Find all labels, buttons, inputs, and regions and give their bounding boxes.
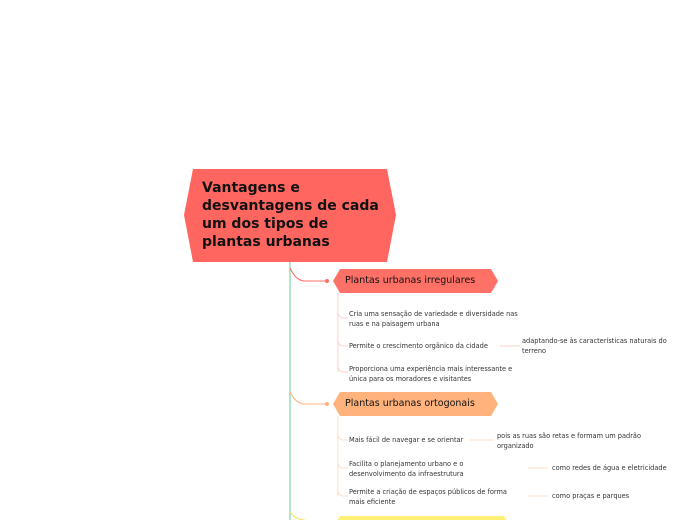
leaf-item[interactable]: Mais fácil de navegar e se orientar — [349, 436, 464, 444]
leaf-item[interactable]: Facilita o planejamento urbano e o desenvolvimento da infraestrutura — [349, 460, 464, 478]
leaf-item[interactable]: Cria uma sensação de variedade e diversidade nas ruas e na paisagem urbana — [349, 310, 518, 328]
branch-irregulares-label[interactable]: Plantas urbanas irregulares — [345, 275, 476, 286]
leaf-detail[interactable]: como redes de água e eletricidade — [552, 464, 667, 472]
branch-2-connector — [290, 392, 327, 404]
leaf-item[interactable]: Proporciona uma experiência mais interessante e única para os moradores e visitantes — [349, 365, 513, 383]
branch-3-connector — [290, 512, 305, 520]
root-topic[interactable]: Vantagens e desvantagens de cada um dos tipos de plantas urbanas — [202, 180, 379, 250]
leaf-detail[interactable]: como praças e parques — [552, 492, 630, 500]
branch-1-dot — [325, 279, 329, 283]
branch-3-node-shape — [333, 516, 511, 520]
leaf-item[interactable]: Permite a criação de espaços públicos de forma mais eficiente — [349, 488, 507, 506]
branch-1-connector — [290, 268, 327, 281]
leaf-detail[interactable]: pois as ruas são retas e formam um padrão organizado — [497, 432, 641, 450]
leaf-detail[interactable]: adaptando-se às características naturais do terreno — [522, 337, 667, 355]
leaf-item[interactable]: Permite o crescimento orgânico da cidade — [349, 342, 488, 350]
branch-ortogonais-label[interactable]: Plantas urbanas ortogonais — [345, 398, 475, 409]
branch-2-dot — [325, 402, 329, 406]
